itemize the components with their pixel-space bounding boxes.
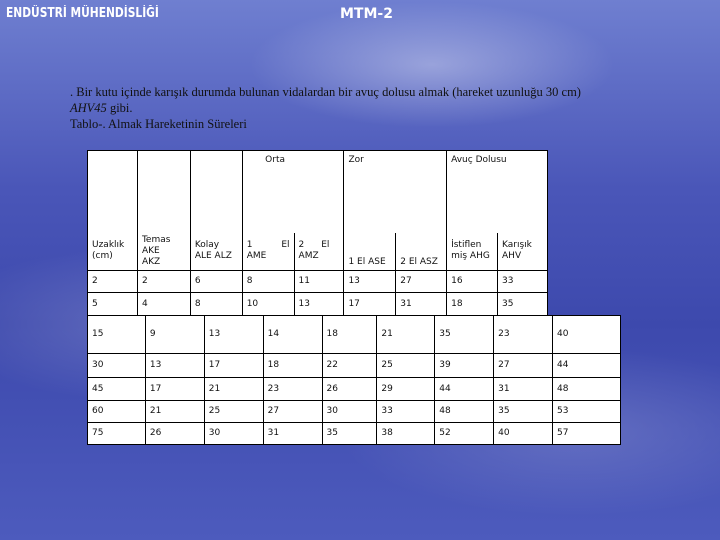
- time-value-cell: 31: [396, 293, 447, 316]
- column-header-text: 1: [246, 240, 253, 251]
- time-value-cell: 26: [145, 423, 204, 445]
- group-header-orta: [242, 151, 344, 233]
- time-value-cell: 13: [294, 293, 344, 316]
- time-value-cell: 23: [494, 316, 553, 354]
- table-caption: Tablo-. Almak Hareketinin Süreleri: [70, 117, 247, 131]
- column-header: [88, 233, 138, 271]
- intro-text: [70, 84, 670, 132]
- time-value-cell: 44: [553, 354, 621, 378]
- intro-line-2: [70, 100, 670, 116]
- column-header-text: (cm): [92, 251, 113, 262]
- group-label: Zor: [348, 155, 364, 165]
- time-value-cell: 14: [263, 316, 322, 354]
- time-value-cell: 17: [344, 293, 396, 316]
- time-value-cell: 35: [435, 316, 494, 354]
- time-value-cell: 13: [145, 354, 204, 378]
- distance-cell: 60: [88, 401, 146, 423]
- time-value-cell: 4: [137, 293, 190, 316]
- table-row: [88, 316, 621, 354]
- time-value-cell: 27: [263, 401, 322, 423]
- column-header-text: İstiflen: [451, 240, 482, 251]
- header-blank-cell: [88, 151, 138, 233]
- time-value-cell: 39: [435, 354, 494, 378]
- course-title: ENDÜSTRİ MÜHENDİSLİĞİ: [6, 6, 159, 21]
- column-header: [447, 233, 498, 271]
- table-row: [88, 271, 548, 293]
- time-value-cell: 21: [377, 316, 435, 354]
- column-header: [396, 233, 447, 271]
- time-value-cell: 23: [263, 378, 322, 401]
- distance-cell: 15: [88, 316, 146, 354]
- time-value-cell: 18: [263, 354, 322, 378]
- column-header-text: ALE ALZ: [194, 251, 232, 262]
- time-value-cell: 17: [145, 378, 204, 401]
- group-header-zor: [344, 151, 447, 233]
- time-value-cell: 33: [377, 401, 435, 423]
- column-header: [498, 233, 548, 271]
- time-value-cell: 30: [204, 423, 263, 445]
- time-value-cell: 30: [322, 401, 377, 423]
- time-value-cell: 35: [498, 293, 548, 316]
- time-value-cell: 53: [553, 401, 621, 423]
- header-blank-cell: [190, 151, 242, 233]
- column-header-text: 2 El ASZ: [400, 257, 438, 267]
- column-header: [190, 233, 242, 271]
- column-header-text: AME: [246, 251, 267, 262]
- time-value-cell: 27: [494, 354, 553, 378]
- time-value-cell: 8: [190, 293, 242, 316]
- time-value-cell: 57: [553, 423, 621, 445]
- column-header-text: Kolay: [194, 240, 220, 251]
- time-value-cell: 31: [494, 378, 553, 401]
- time-value-cell: 52: [435, 423, 494, 445]
- time-value-cell: 8: [242, 271, 294, 293]
- time-value-cell: 18: [322, 316, 377, 354]
- time-value-cell: 17: [204, 354, 263, 378]
- time-value-cell: 21: [204, 378, 263, 401]
- time-value-cell: 48: [553, 378, 621, 401]
- column-header: [344, 233, 396, 271]
- time-value-cell: 27: [396, 271, 447, 293]
- column-header-text: AHV: [502, 251, 522, 262]
- example-code: AHV45: [70, 101, 107, 115]
- time-value-cell: 35: [494, 401, 553, 423]
- time-value-cell: 21: [145, 401, 204, 423]
- time-value-cell: 31: [263, 423, 322, 445]
- time-value-cell: 10: [242, 293, 294, 316]
- time-value-cell: 29: [377, 378, 435, 401]
- time-value-cell: 9: [145, 316, 204, 354]
- group-header-avuc-dolusu: [447, 151, 548, 233]
- column-header: [242, 233, 294, 271]
- grasp-times-table-top: [87, 150, 548, 316]
- column-header-text: El: [321, 240, 330, 251]
- grasp-times-table-bottom: [87, 315, 621, 445]
- distance-cell: 75: [88, 423, 146, 445]
- header-blank-cell: [137, 151, 190, 233]
- table-row: [88, 401, 621, 423]
- column-header-text: AKZ: [141, 256, 161, 267]
- time-value-cell: 25: [377, 354, 435, 378]
- time-value-cell: 33: [498, 271, 548, 293]
- time-value-cell: 40: [494, 423, 553, 445]
- time-value-cell: 11: [294, 271, 344, 293]
- column-header-text: El: [281, 240, 290, 251]
- column-header: [137, 233, 190, 271]
- example-suffix: gibi.: [106, 101, 133, 115]
- distance-cell: 45: [88, 378, 146, 401]
- table-row: [88, 378, 621, 401]
- column-header-text: AKE: [141, 245, 160, 256]
- column-header-text: 2: [298, 240, 305, 251]
- time-value-cell: 40: [553, 316, 621, 354]
- time-value-cell: 6: [190, 271, 242, 293]
- intro-line-1: . Bir kutu içinde karışık durumda bulunan vidalardan bir avuç dolusu almak (hareket uzunluğu 30 cm): [70, 85, 581, 99]
- distance-cell: 30: [88, 354, 146, 378]
- time-value-cell: 13: [204, 316, 263, 354]
- distance-cell: 2: [88, 271, 138, 293]
- table-row: [88, 354, 621, 378]
- time-value-cell: 38: [377, 423, 435, 445]
- time-value-cell: 25: [204, 401, 263, 423]
- time-value-cell: 35: [322, 423, 377, 445]
- time-value-cell: 18: [447, 293, 498, 316]
- group-label: Avuç Dolusu: [451, 155, 507, 165]
- column-header-text: 1 El ASE: [348, 257, 386, 267]
- time-value-cell: 44: [435, 378, 494, 401]
- distance-cell: 5: [88, 293, 138, 316]
- time-value-cell: 26: [322, 378, 377, 401]
- time-value-cell: 16: [447, 271, 498, 293]
- column-header-text: Karışık: [502, 240, 532, 251]
- column-header-text: Temas: [141, 234, 171, 245]
- table-row: [88, 293, 548, 316]
- slide-title: MTM-2: [340, 6, 393, 22]
- time-value-cell: 2: [137, 271, 190, 293]
- group-label: Orta: [265, 155, 285, 165]
- time-value-cell: 13: [344, 271, 396, 293]
- column-header-text: AMZ: [298, 251, 319, 262]
- time-value-cell: 48: [435, 401, 494, 423]
- column-header-text: Uzaklık: [92, 240, 125, 251]
- column-header: [294, 233, 344, 271]
- table-row: [88, 423, 621, 445]
- time-value-cell: 22: [322, 354, 377, 378]
- column-header-text: miş AHG: [451, 251, 490, 262]
